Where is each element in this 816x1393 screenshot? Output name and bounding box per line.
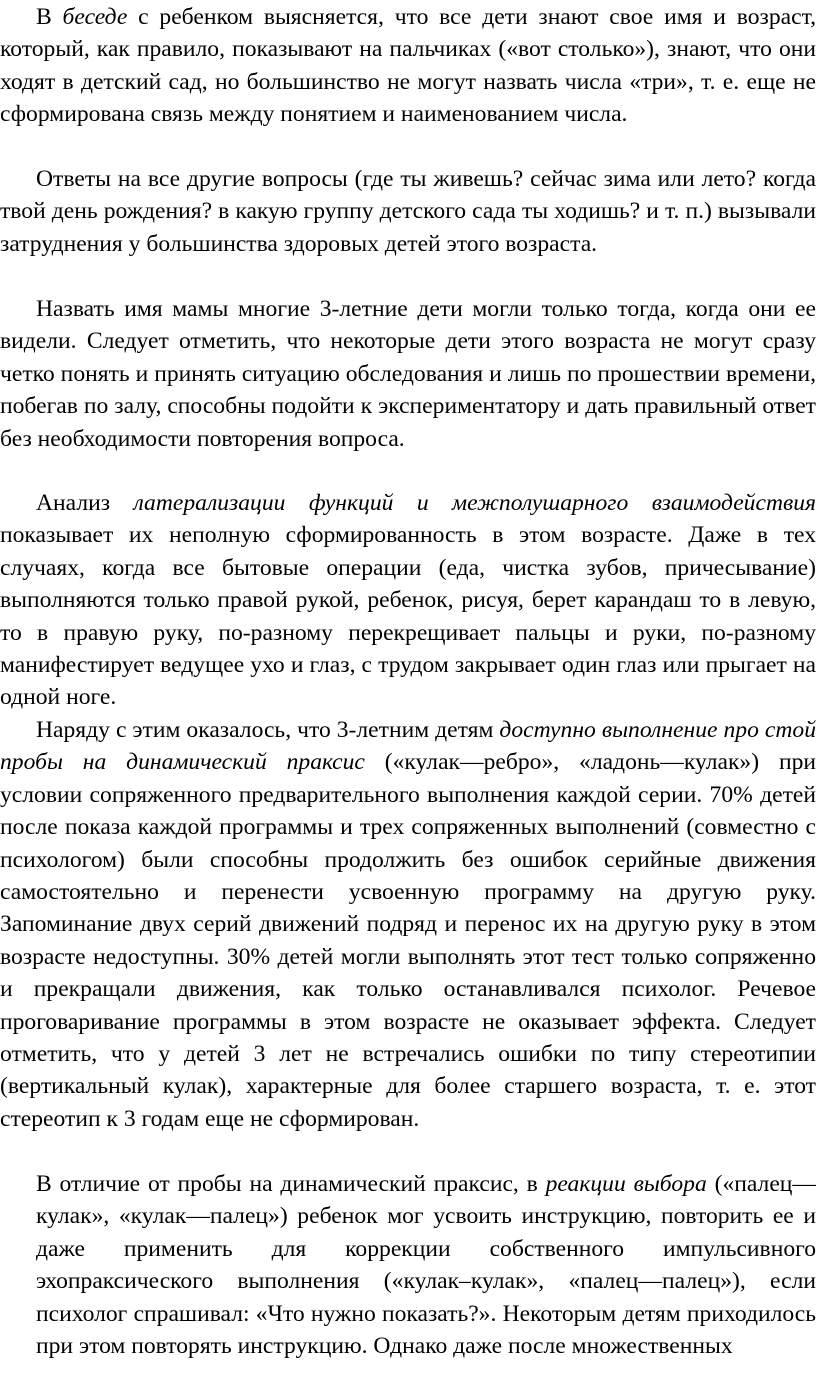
paragraph-3: Назвать имя мамы многие 3-летние дети могли только тогда, когда они ее видели. Следует отметить, что некоторые дети этого возраста не могут сразу четко понять и принять ситуацию обследования и лишь по прошествии времени, побегав по залу, способны подойти к экспериментатору и дать правильный ответ без необходимости повторения вопроса. (0, 296, 816, 452)
paragraph-4-body: показывает их неполную сформированность в этом возрасте. Даже в тех случаях, когда все бытовые операции (еда, чистка зубов, причесывание) выполняются только правой рукой, ребенок, рисуя, берет карандаш то в левую, то в правую руку, по-разному перекрещивает пальцы и руки, по-разному манифестирует ведущее ухо и глаз, с трудом закрывает один глаз или прыгает на одной ноге. (0, 522, 816, 711)
paragraph-5 (0, 714, 816, 1135)
paragraph-6-body: («палец—кулак», «кулак—палец») ребенок мог усвоить инструкцию, повторить ее и даже применить для коррекции собственного импульсивного эхопраксического выполнения («кулак–кулак», «палец—палец»), если психолог спрашивал: «Что нужно показать?». Некоторым детям приходилось при этом повторять инструкцию. Однако даже после множественных (36, 1171, 816, 1360)
paragraph-5-emphasis: доступно выполнение про стой пробы на динамический праксис (0, 717, 816, 776)
paragraph-6 (36, 1168, 816, 1362)
paragraph-6-emphasis: реакции выбора (545, 1171, 707, 1197)
paragraph-5-body: («кулак—ребро», «ладонь—кулак») при условии сопряженного предварительного выполнения каждой серии. 70% детей после показа каждой программы и трех сопряженных выполнений (совместно с психологом) были способны продолжить без ошибок серийные движения самостоятельно и перенести усвоенную программу на другую руку. Запоминание двух серий движений подряд и перенос их на другую руку в этом возрасте недоступны. 30% детей могли выполнять этот тест только сопряженно и прекращали движения, как только останавливался психолог. Речевое проговаривание программы в этом возрасте не оказывает эффекта. Следует отметить, что у детей 3 лет не встречались ошибки по типу стереотипии (вертикальный кулак), характерные для более старшего возраста, т. е. этот стереотип к 3 годам еще не сформирован. (0, 749, 816, 1132)
paragraph-6-start: В отличие от пробы на динамический праксис, в (36, 1171, 546, 1197)
paragraph-4-emphasis: латерализации функций и межполушарного взаимодействия (133, 490, 816, 516)
paragraph-1-emphasis: беседе (62, 4, 128, 30)
paragraph-1-start: В (36, 4, 63, 30)
paragraph-2: Ответы на все другие вопросы (где ты живешь? сейчас зима или лето? когда твой день рождения? в какую группу детского сада ты ходишь? и т. п.) вызывали затруднения у большинства здоровых детей этого возраста. (0, 166, 816, 257)
paragraph-1 (0, 1, 816, 131)
paragraph-4-start: Анализ (36, 490, 134, 516)
paragraph-4 (0, 487, 816, 714)
paragraph-1-body: с ребенком выясняется, что все дети знают свое имя и возраст, который, как правило, показывают на пальчиках («вот столько»), знают, что они ходят в детский сад, но большинство не могут назвать числа «три», т. е. еще не сформирована связь между понятием и наименованием числа. (0, 4, 816, 128)
paragraph-5-start: Наряду с этим оказалось, что 3-летним детям (36, 717, 500, 743)
